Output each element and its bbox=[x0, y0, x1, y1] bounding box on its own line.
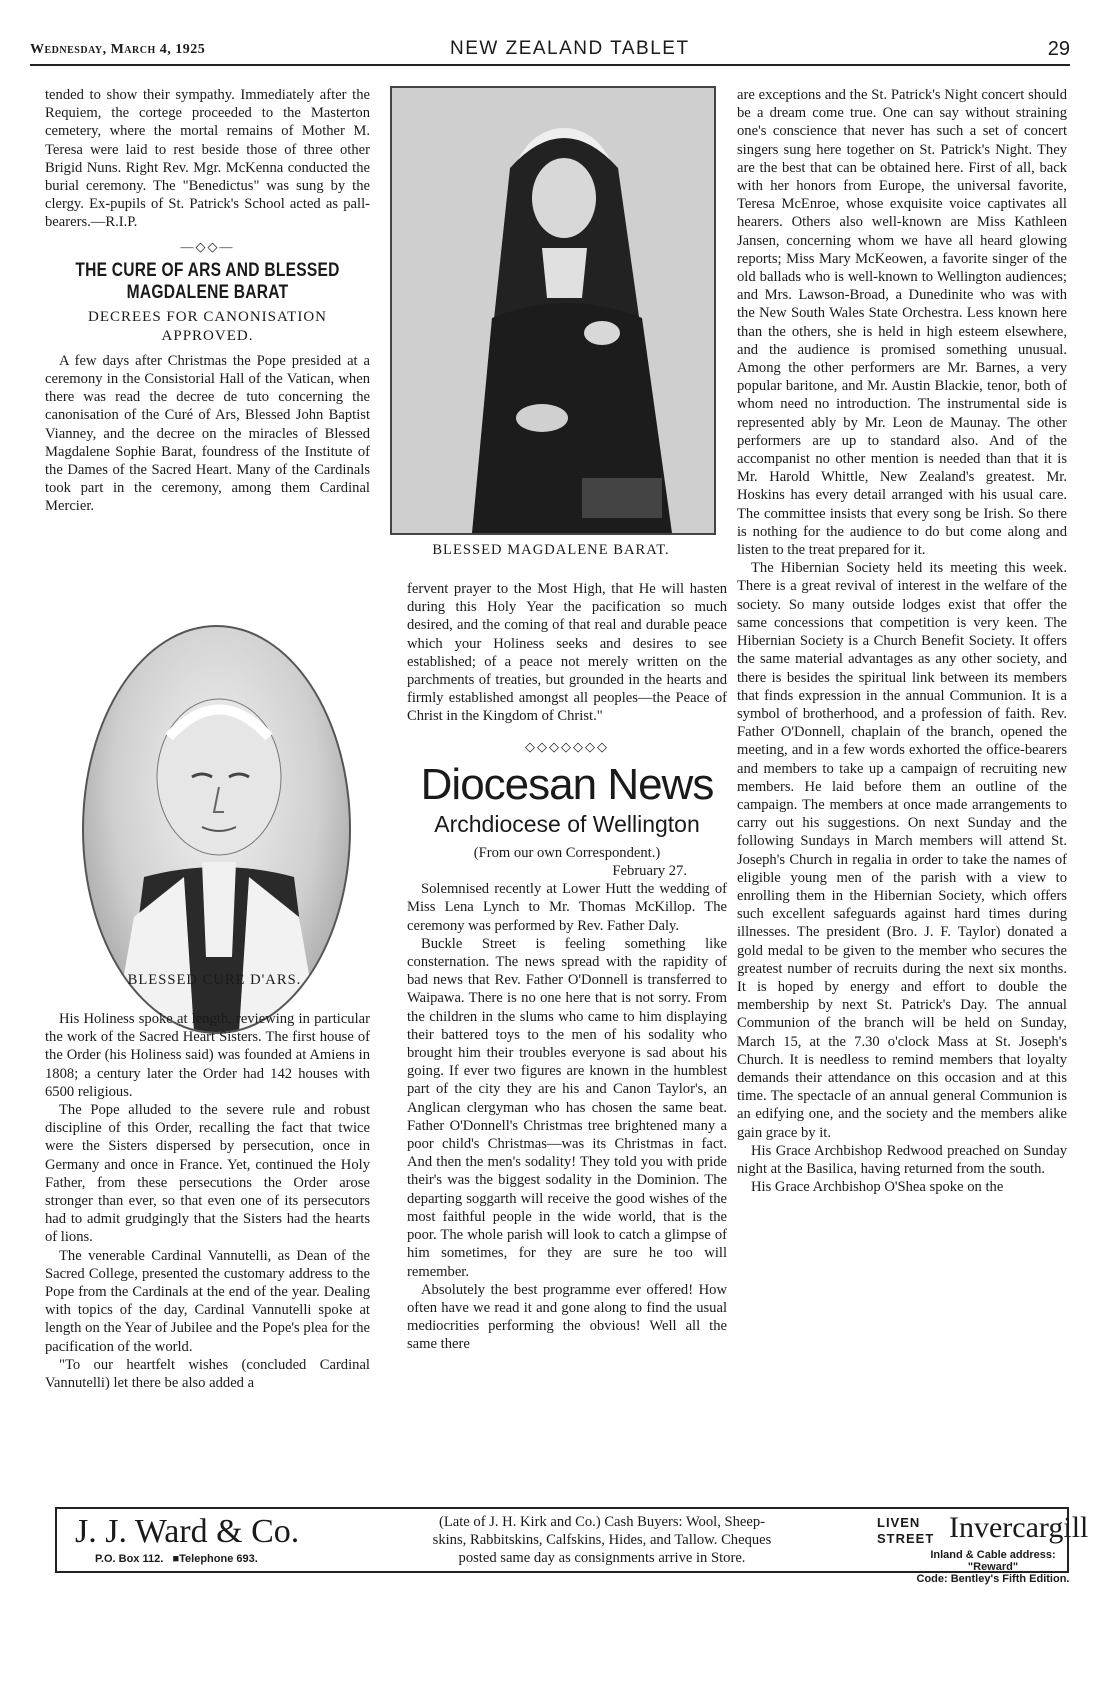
col3-paragraph-3: His Grace Archbishop Redwood preached on Sunday night at the Basilica, having returned from the south. bbox=[737, 1142, 1067, 1177]
ad-line-3: posted same day as consignments arrive in Store. bbox=[458, 1550, 746, 1566]
col2-paragraph-3: Buckle Street is feeling something like consternation. The news spread with the rapidity of bad news that Rev. Father O'Donnell is transferred to Waipawa. There is no one here that is not sorry. From the children in the slums who came to him displaying their battered toys to the men of his sodality who brought him their troubles everyone is sad about his going. If ever two figures are known in the humblest part of the city they are his and Canon Taylor's, an Anglican clergyman who has chosen the same beat. Father O'Donnell's Christmas tree brightened many a poor child's Christmas—was its Christmas in fact. And then the men's sodality! They told you with pride their's was the biggest sodality in the Dominion. The departing soggarth will receive the good wishes of the most faithful people in the wide world, that is the poor. The whole parish will look to catch a glimpse of him sometimes, for they are sure he too will remember. bbox=[407, 935, 727, 1280]
column-3 bbox=[737, 86, 1067, 1196]
col3-paragraph-1: are exceptions and the St. Patrick's Night concert should be a dream come true. One can say without straining one's conscience that never has such a set of concert singers sung here together on St. Patrick's Night. They are the best that can be obtained here. First of all, back with her honors from Europe, the universal favorite, Teresa McEnroe, whose exquisite voice captivates all hearers. Others also well-known are Miss Kathleen Jansen, concerning whom we have all heard glowing reports; Miss Mary McKeowen, a favorite singer of the old ballads who is well-known to Wellington audiences; and Mrs. Lawson-Broad, a Dunedinite who was with the New South Wales State Orchestra. Less known here than the others, she is held in high esteem elsewhere, and the audience is promised something unusual. Among the other performers are Mr. Barnes, a very popular baritone, and Mr. Austin Blackie, tenor, both of whom need no introduction. The instrumental side is represented ably by Mr. Leon de Maunay. The other performers are up to standard also. And of the accompanist no other mention is needed than that it is Mr. Harold Whittle, New Zealand's greatest. Mr. Hoskins has every detail arranged with his usual care. The committee insists that every song be Irish. So there is nothing for the audience to do but come along and listen to the treat prepared for it. bbox=[737, 87, 1067, 559]
col1-paragraph-2: His Holiness spoke at length, reviewing in particular the work of the Sacred Heart Sisters. The first house of the Order (his Holiness said) was founded at Amiens in 1808; a century later the Order had 142 houses with 6500 religious. bbox=[45, 1011, 370, 1100]
advertisement-jj-ward bbox=[55, 1507, 1089, 1585]
col1-separator: —◇◇— bbox=[180, 238, 235, 254]
col3-paragraph-4: His Grace Archbishop O'Shea spoke on the bbox=[751, 1179, 1004, 1196]
header-page-number: 29 bbox=[1047, 38, 1070, 60]
col2-paragraph-2: Solemnised recently at Lower Hutt the wedding of Miss Lena Lynch to Mr. Thomas McKillop. The ceremony was performed by Rev. Father Daly. bbox=[407, 881, 727, 934]
magdalene-barat-portrait-drawing bbox=[392, 88, 714, 533]
ad-po-box: P.O. Box 112. bbox=[95, 1553, 164, 1565]
col1-paragraph-4: The venerable Cardinal Vannutelli, as Dean of the Sacred College, presented the customary address to the Pope from the Cardinals at the end of the year. Dealing with topics of the day, Cardinal Vannutelli spoke at length on the Year of Jubilee and the Pope's plea for the pacification of the world. bbox=[45, 1247, 370, 1355]
correspondent-line: (From our own Correspondent.) bbox=[473, 844, 661, 861]
ad-cable-line-2: Code: Bentley's Fifth Edition. bbox=[916, 1573, 1070, 1585]
col2-separator: ◇◇◇◇◇◇◇ bbox=[525, 738, 609, 754]
ad-city: Invercargill bbox=[949, 1511, 1089, 1544]
col3-paragraph-2: The Hibernian Society held its meeting this week. There is a great revival of interest in the welfare of the society. So many outside lodges exist that offer the same concessions that competition is very keen. The Hibernian Society is a Church Benefit Society. It offers the same material advantages as any other society, and there is besides the spiritual link between its members that finds expression in the annual Communion. It is a symbol of brotherhood, and a profession of faith. Rev. Father O'Donnell, chaplain of the branch, opened the meeting, and in a few words exhorted the office-bearers and members to take up a campaign of recruiting new members. He laid before them an outline of the campaign. The members at once made arrangements to carry out his suggestions. On next Sunday and the following Sundays in March members will attend St. Joseph's Church in regalia in order to take the names of eligible young men of the parish with a view to enrolling them in the Hibernian Society, which offers such excellent safeguards against hard times during illnesses. The president (Bro. J. F. Taylor) donated a gold medal to be given to the member who secures the greatest number of recruits during the next six months. It is hoped by energy and effort to double the membership by next St. Patrick's Day. The annual Communion of the branch will be held on Sunday, March 15, at the 7.30 o'clock Mass at St. Joseph's Church. It is needless to remind members that loyalty demands their attendance on this occasion and at this time. The spectacle of an annual general Communion is an edifying one, and the society and the members alike gain grace by it. bbox=[737, 560, 1067, 1141]
ad-description bbox=[342, 1513, 862, 1567]
col1-paragraph-5: "To our heartfelt wishes (concluded Cardinal Vannutelli) let there be also added a bbox=[45, 1356, 370, 1392]
caption-magdalene-barat: BLESSED MAGDALENE BARAT. bbox=[432, 542, 670, 558]
telephone-icon: ■ bbox=[172, 1553, 180, 1565]
ad-line-2: skins, Rabbitskins, Calfskins, Hides, and Tallow. Cheques bbox=[432, 1532, 772, 1548]
col2-paragraph-4: Absolutely the best programme ever offered! How often have we read it and gone along to find the usual mediocrities performing the obvious! Well all the same there bbox=[407, 1281, 727, 1353]
column-1-bottom bbox=[45, 1010, 370, 1392]
page-header bbox=[30, 36, 1070, 64]
article-subhead: DECREES FOR CANONISATION APPROVED. bbox=[87, 308, 328, 344]
ad-street-line-2: STREET bbox=[877, 1531, 935, 1546]
col1-paragraph-3: The Pope alluded to the severe rule and robust discipline of this Order, recalling the fact that twice were the Sisters dispersed by persecution, once in Germany and once in France. Yet, continued the Holy Father, from these persecutions the Order arose stronger than ever, so that even one of its persecutors had to admit grudgingly that the Sisters had the hearts of lions. bbox=[45, 1102, 370, 1246]
header-rule bbox=[30, 64, 1070, 66]
ad-line-1: (Late of J. H. Kirk and Co.) Cash Buyers: Wool, Sheep- bbox=[438, 1514, 766, 1530]
ad-cable-line-1: Inland & Cable address: "Reward" bbox=[930, 1549, 1056, 1573]
col2-paragraph-1: fervent prayer to the Most High, that He will hasten during this Holy Year the pacification so much desired, and the coming of that real and durable peace which your Holiness seeks and desires to see established; of a peace not merely written on the parchments of treaties, but grounded in the hearts and firmly established amongst all peoples—the Peace of Christ in the Kingdom of Christ." bbox=[407, 581, 727, 725]
col1-intro: tended to show their sympathy. Immediately after the Requiem, the cortege proceeded to the Masterton cemetery, where the mortal remains of Mother M. Teresa were laid to rest beside those of three other Brigid Nuns. Right Rev. Mgr. McKenna conducted the burial ceremony. The "Benedictus" was sung by the clergy. Ex-pupils of St. Patrick's School acted as pall-bearers.—R.I.P. bbox=[45, 87, 370, 231]
col1-paragraph-1: A few days after Christmas the Pope presided at a ceremony in the Consistorial Hall of the Vatican, when there was read the decree de tuto concerning the canonisation of the Curé of Ars, Blessed John Baptist Vianney, and the decree on the miracles of Blessed Magdalene Sophie Barat, foundress of the Institute of the Dames of the Sacred Heart. Many of the Cardinals took part in the ceremony, among them Cardinal Mercier. bbox=[45, 352, 370, 515]
column-1-top bbox=[45, 86, 370, 516]
dateline: February 27. bbox=[612, 863, 687, 880]
headline-line-2: MAGDALENE BARAT bbox=[126, 281, 289, 303]
column-2 bbox=[407, 580, 727, 1354]
header-date: Wednesday, March 4, 1925 bbox=[30, 42, 206, 57]
caption-cure-dars: BLESSED CURE D'ARS. bbox=[127, 972, 302, 988]
header-title: NEW ZEALAND TABLET bbox=[450, 38, 690, 59]
ad-cable-info bbox=[913, 1549, 1073, 1585]
section-title-diocesan-news: Diocesan News bbox=[420, 759, 714, 809]
section-subtitle-archdiocese: Archdiocese of Wellington bbox=[434, 810, 700, 837]
ad-company-name: J. J. Ward & Co. bbox=[75, 1513, 300, 1550]
headline-line-1: THE CURE OF ARS AND BLESSED bbox=[75, 259, 340, 281]
ad-street-line-1: LIVEN bbox=[877, 1515, 921, 1530]
ad-telephone: Telephone 693. bbox=[179, 1553, 258, 1565]
magdalene-barat-portrait bbox=[390, 86, 716, 535]
ad-contact bbox=[95, 1553, 258, 1565]
ad-street bbox=[877, 1515, 934, 1547]
